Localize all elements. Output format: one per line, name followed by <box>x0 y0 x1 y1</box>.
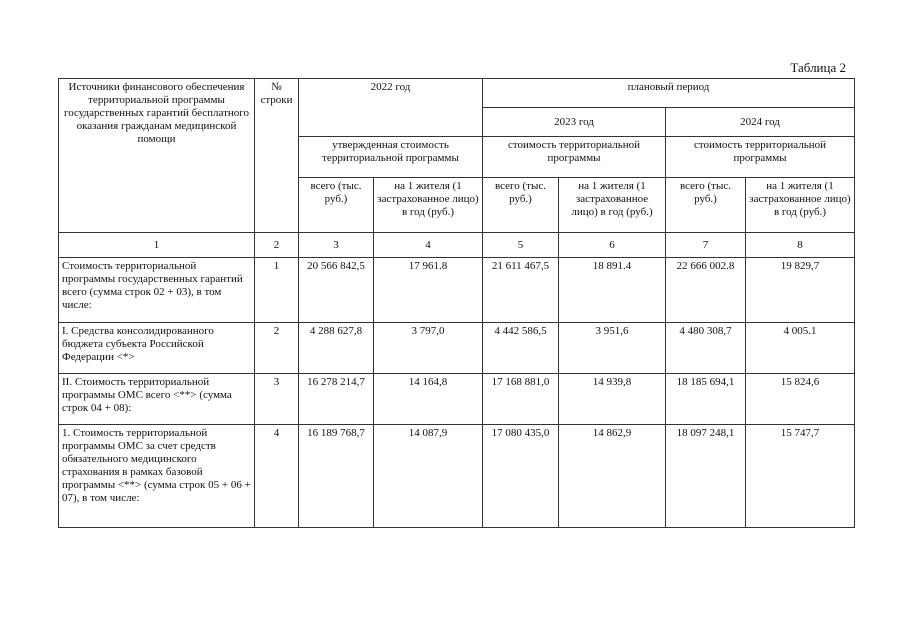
column-index: 2 <box>255 233 299 258</box>
cell-total-2023: 4 442 586,5 <box>483 323 559 374</box>
table-row <box>59 258 855 323</box>
header-year-2022: 2022 год <box>299 79 483 137</box>
row-number: 4 <box>255 425 299 528</box>
header-total: всего (тыс. руб.) <box>483 178 559 233</box>
table-caption: Таблица 2 <box>790 60 846 75</box>
cell-total-2023: 21 611 467,5 <box>483 258 559 323</box>
header-row-1 <box>59 79 855 108</box>
cell-per-capita-2024: 15 824,6 <box>746 374 855 425</box>
cell-per-capita-2023: 14 939,8 <box>559 374 666 425</box>
cell-total-2022: 16 278 214,7 <box>299 374 374 425</box>
cell-per-capita-2024: 4 005.1 <box>746 323 855 374</box>
row-label: II. Стоимость территориальной программы ОМС всего <**> (сумма строк 04 + 08): <box>59 374 255 425</box>
row-label: 1. Стоимость территориальной программы ОМС за счет средств обязательного медицинского страхования в рамках базовой программы <**> (сумма строк 05 + 06 + 07), в том числе: <box>59 425 255 528</box>
cell-per-capita-2022: 17 961.8 <box>374 258 483 323</box>
cell-total-2024: 18 185 694,1 <box>666 374 746 425</box>
table-row <box>59 323 855 374</box>
cell-per-capita-2024: 15 747,7 <box>746 425 855 528</box>
column-index: 8 <box>746 233 855 258</box>
cell-total-2022: 4 288 627,8 <box>299 323 374 374</box>
table-row <box>59 425 855 528</box>
cell-per-capita-2023: 18 891.4 <box>559 258 666 323</box>
column-index: 6 <box>559 233 666 258</box>
cell-total-2022: 16 189 768,7 <box>299 425 374 528</box>
row-label: I. Средства консолидированного бюджета субъекта Российской Федерации <*> <box>59 323 255 374</box>
header-plan-period: плановый период <box>483 79 855 108</box>
header-year-2024: 2024 год <box>666 108 855 137</box>
financing-table <box>58 78 855 528</box>
header-total: всего (тыс. руб.) <box>666 178 746 233</box>
column-index-row <box>59 233 855 258</box>
column-index: 3 <box>299 233 374 258</box>
cell-per-capita-2024: 19 829,7 <box>746 258 855 323</box>
cell-total-2023: 17 080 435,0 <box>483 425 559 528</box>
cell-total-2024: 4 480 308,7 <box>666 323 746 374</box>
header-source: Источники финансового обеспечения территориальной программы государственных гарантий бесплатного оказания гражданам медицинской помощи <box>59 79 255 233</box>
header-row-no: № строки <box>255 79 299 233</box>
cell-total-2023: 17 168 881,0 <box>483 374 559 425</box>
cell-total-2024: 18 097 248,1 <box>666 425 746 528</box>
row-number: 1 <box>255 258 299 323</box>
row-number: 2 <box>255 323 299 374</box>
column-index: 1 <box>59 233 255 258</box>
column-index: 7 <box>666 233 746 258</box>
header-per-capita: на 1 жителя (1 застрахованное лицо) в год (руб.) <box>559 178 666 233</box>
header-per-capita: на 1 жителя (1 застрахованное лицо) в год (руб.) <box>374 178 483 233</box>
header-year-2023: 2023 год <box>483 108 666 137</box>
cell-per-capita-2022: 14 164,8 <box>374 374 483 425</box>
column-index: 4 <box>374 233 483 258</box>
row-number: 3 <box>255 374 299 425</box>
row-label: Стоимость территориальной программы государственных гарантий всего (сумма строк 02 + 03), в том числе: <box>59 258 255 323</box>
cell-total-2024: 22 666 002.8 <box>666 258 746 323</box>
cell-total-2022: 20 566 842,5 <box>299 258 374 323</box>
cell-per-capita-2023: 3 951,6 <box>559 323 666 374</box>
column-index: 5 <box>483 233 559 258</box>
cell-per-capita-2022: 3 797,0 <box>374 323 483 374</box>
table-row <box>59 374 855 425</box>
header-per-capita: на 1 жителя (1 застрахованное лицо) в год (руб.) <box>746 178 855 233</box>
header-cost-2024: стоимость территориальной программы <box>666 137 855 178</box>
cell-per-capita-2022: 14 087,9 <box>374 425 483 528</box>
cell-per-capita-2023: 14 862,9 <box>559 425 666 528</box>
header-cost-2023: стоимость территориальной программы <box>483 137 666 178</box>
header-cost-approved: утвержденная стоимость территориальной программы <box>299 137 483 178</box>
header-total: всего (тыс. руб.) <box>299 178 374 233</box>
